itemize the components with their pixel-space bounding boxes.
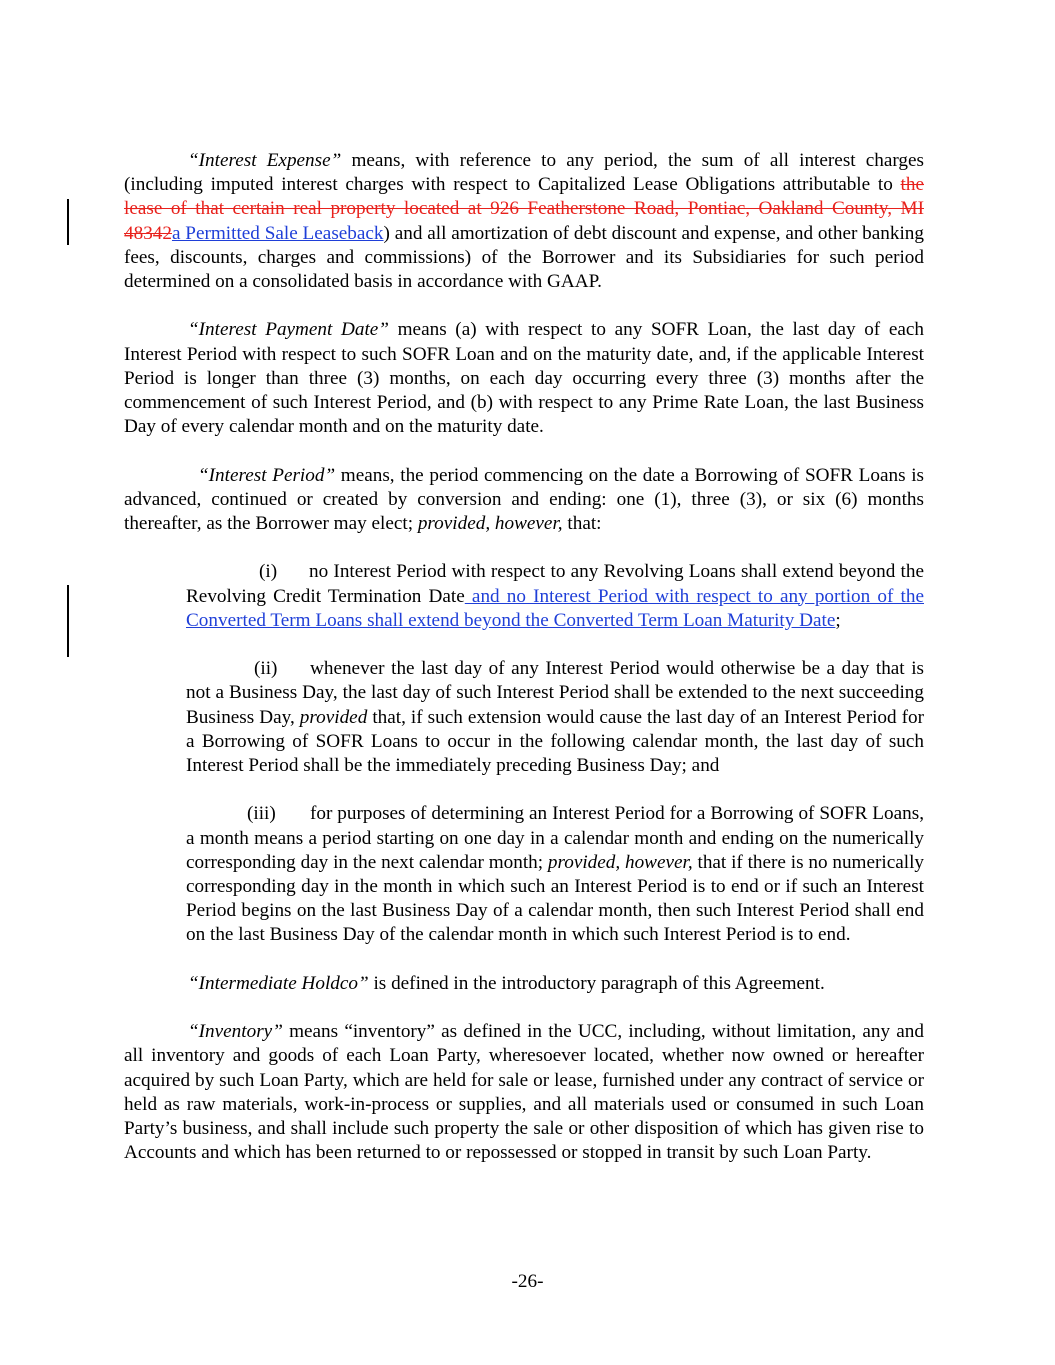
definition-text: means “inventory” as defined in the UCC, including, without limitation, any and all inventory and goods of each Loan Party, wheresoever located, whether now owned or hereafter acquired by such Loan Party, which are held for sale or lease, furnished under any contract of service or held as raw materials, work-in-process or supplies, and all materials used or consumed in such Loan Party’s business, and shall include such property the sale or other disposition of which has given rise to Accounts and which has been returned to or repossessed or stopped in transit by such Loan Party.	[124, 1021, 924, 1164]
defined-term: “Inventory”	[188, 1021, 283, 1043]
clause-label: (i)	[259, 561, 278, 583]
clause-ii	[186, 657, 924, 778]
document-body	[124, 149, 924, 1190]
definition-interest-period	[124, 464, 924, 537]
definition-text: is defined in the introductory paragraph of this Agreement.	[368, 972, 825, 994]
defined-term: “Interest Payment Date”	[188, 319, 389, 341]
definition-text: means, the period commencing on the date a Borrowing of SOFR Loans is advanced, continued or created by conversion and ending: one (1), three (3), or six (6) months thereafter, as the Borrower may elect;	[124, 464, 924, 535]
change-bar	[67, 585, 69, 657]
clause-text: ;	[835, 609, 841, 631]
inserted-text: a Permitted Sale Leaseback	[171, 222, 384, 244]
definition-inventory	[124, 1020, 924, 1165]
definition-text: ) and all amortization of debt discount and expense, and other banking fees, discounts, charges and commissions) of the Borrower and its Subsidiaries for such period determined on a consolidated basis in accordance with GAAP.	[124, 222, 924, 293]
clause-label: (ii)	[254, 658, 278, 680]
clause-text: that, if such extension would cause the last day of an Interest Period for a Borrowing of SOFR Loans to occur in the following calendar month, the last day of such Interest Period shall be the immediately preceding Business Day; and	[186, 706, 924, 777]
clause-text: that if there is no numerically corresponding day in the month in which such an Interest Period is to end or if such an Interest Period begins on the last Business Day of a calendar month, then such Interest Period shall end on the last Business Day of the calendar month in which such Interest Period is to end.	[186, 851, 924, 946]
definition-intermediate-holdco	[124, 972, 924, 996]
definition-interest-expense	[124, 149, 924, 294]
proviso: provided, however,	[417, 513, 563, 535]
change-bar	[67, 199, 69, 245]
clause-text: no Interest Period with respect to any Revolving Loans shall extend beyond the Revolving Credit Termination Date	[186, 561, 924, 607]
proviso: provided, however,	[547, 851, 693, 873]
definition-text: means, with reference to any period, the sum of all interest charges (including imputed interest charges with respect to Capitalized Lease Obligations attributable to	[124, 150, 924, 196]
clause-text: for purposes of determining an Interest Period for a Borrowing of SOFR Loans, a month means a period starting on one day in a calendar month and ending on the numerically corresponding day in the next calendar month;	[186, 803, 924, 873]
definition-interest-payment-date	[124, 318, 924, 439]
clause-i	[186, 560, 924, 633]
defined-term: “Intermediate Holdco”	[188, 972, 369, 994]
clause-text: whenever the last day of any Interest Period would otherwise be a day that is not a Business Day, the last day of such Interest Period shall be extended to the next succeeding Business Day,	[186, 658, 924, 728]
page-number: -26-	[511, 1271, 544, 1292]
proviso: provided	[299, 706, 368, 728]
defined-term: “Interest Expense”	[188, 150, 342, 171]
clause-label: (iii)	[247, 803, 276, 825]
deleted-text: the lease of that certain real property located at 926 Featherstone Road, Pontiac, Oakland County, MI 48342	[124, 174, 924, 244]
definition-text: means (a) with respect to any SOFR Loan, the last day of each Interest Period with respect to such SOFR Loan and on the maturity date, and, if the applicable Interest Period is longer than three (3) months, on each day occurring every three (3) months after the commencement of such Interest Period, and (b) with respect to any Prime Rate Loan, the last Business Day of every calendar month and on the maturity date.	[124, 319, 924, 438]
definition-text: that:	[562, 513, 602, 535]
defined-term: “Interest Period”	[198, 464, 336, 486]
inserted-text: and no Interest Period with respect to any portion of the Converted Term Loans shall extend beyond the Converted Term Loan Maturity Date	[186, 585, 924, 631]
clause-iii	[186, 802, 924, 947]
